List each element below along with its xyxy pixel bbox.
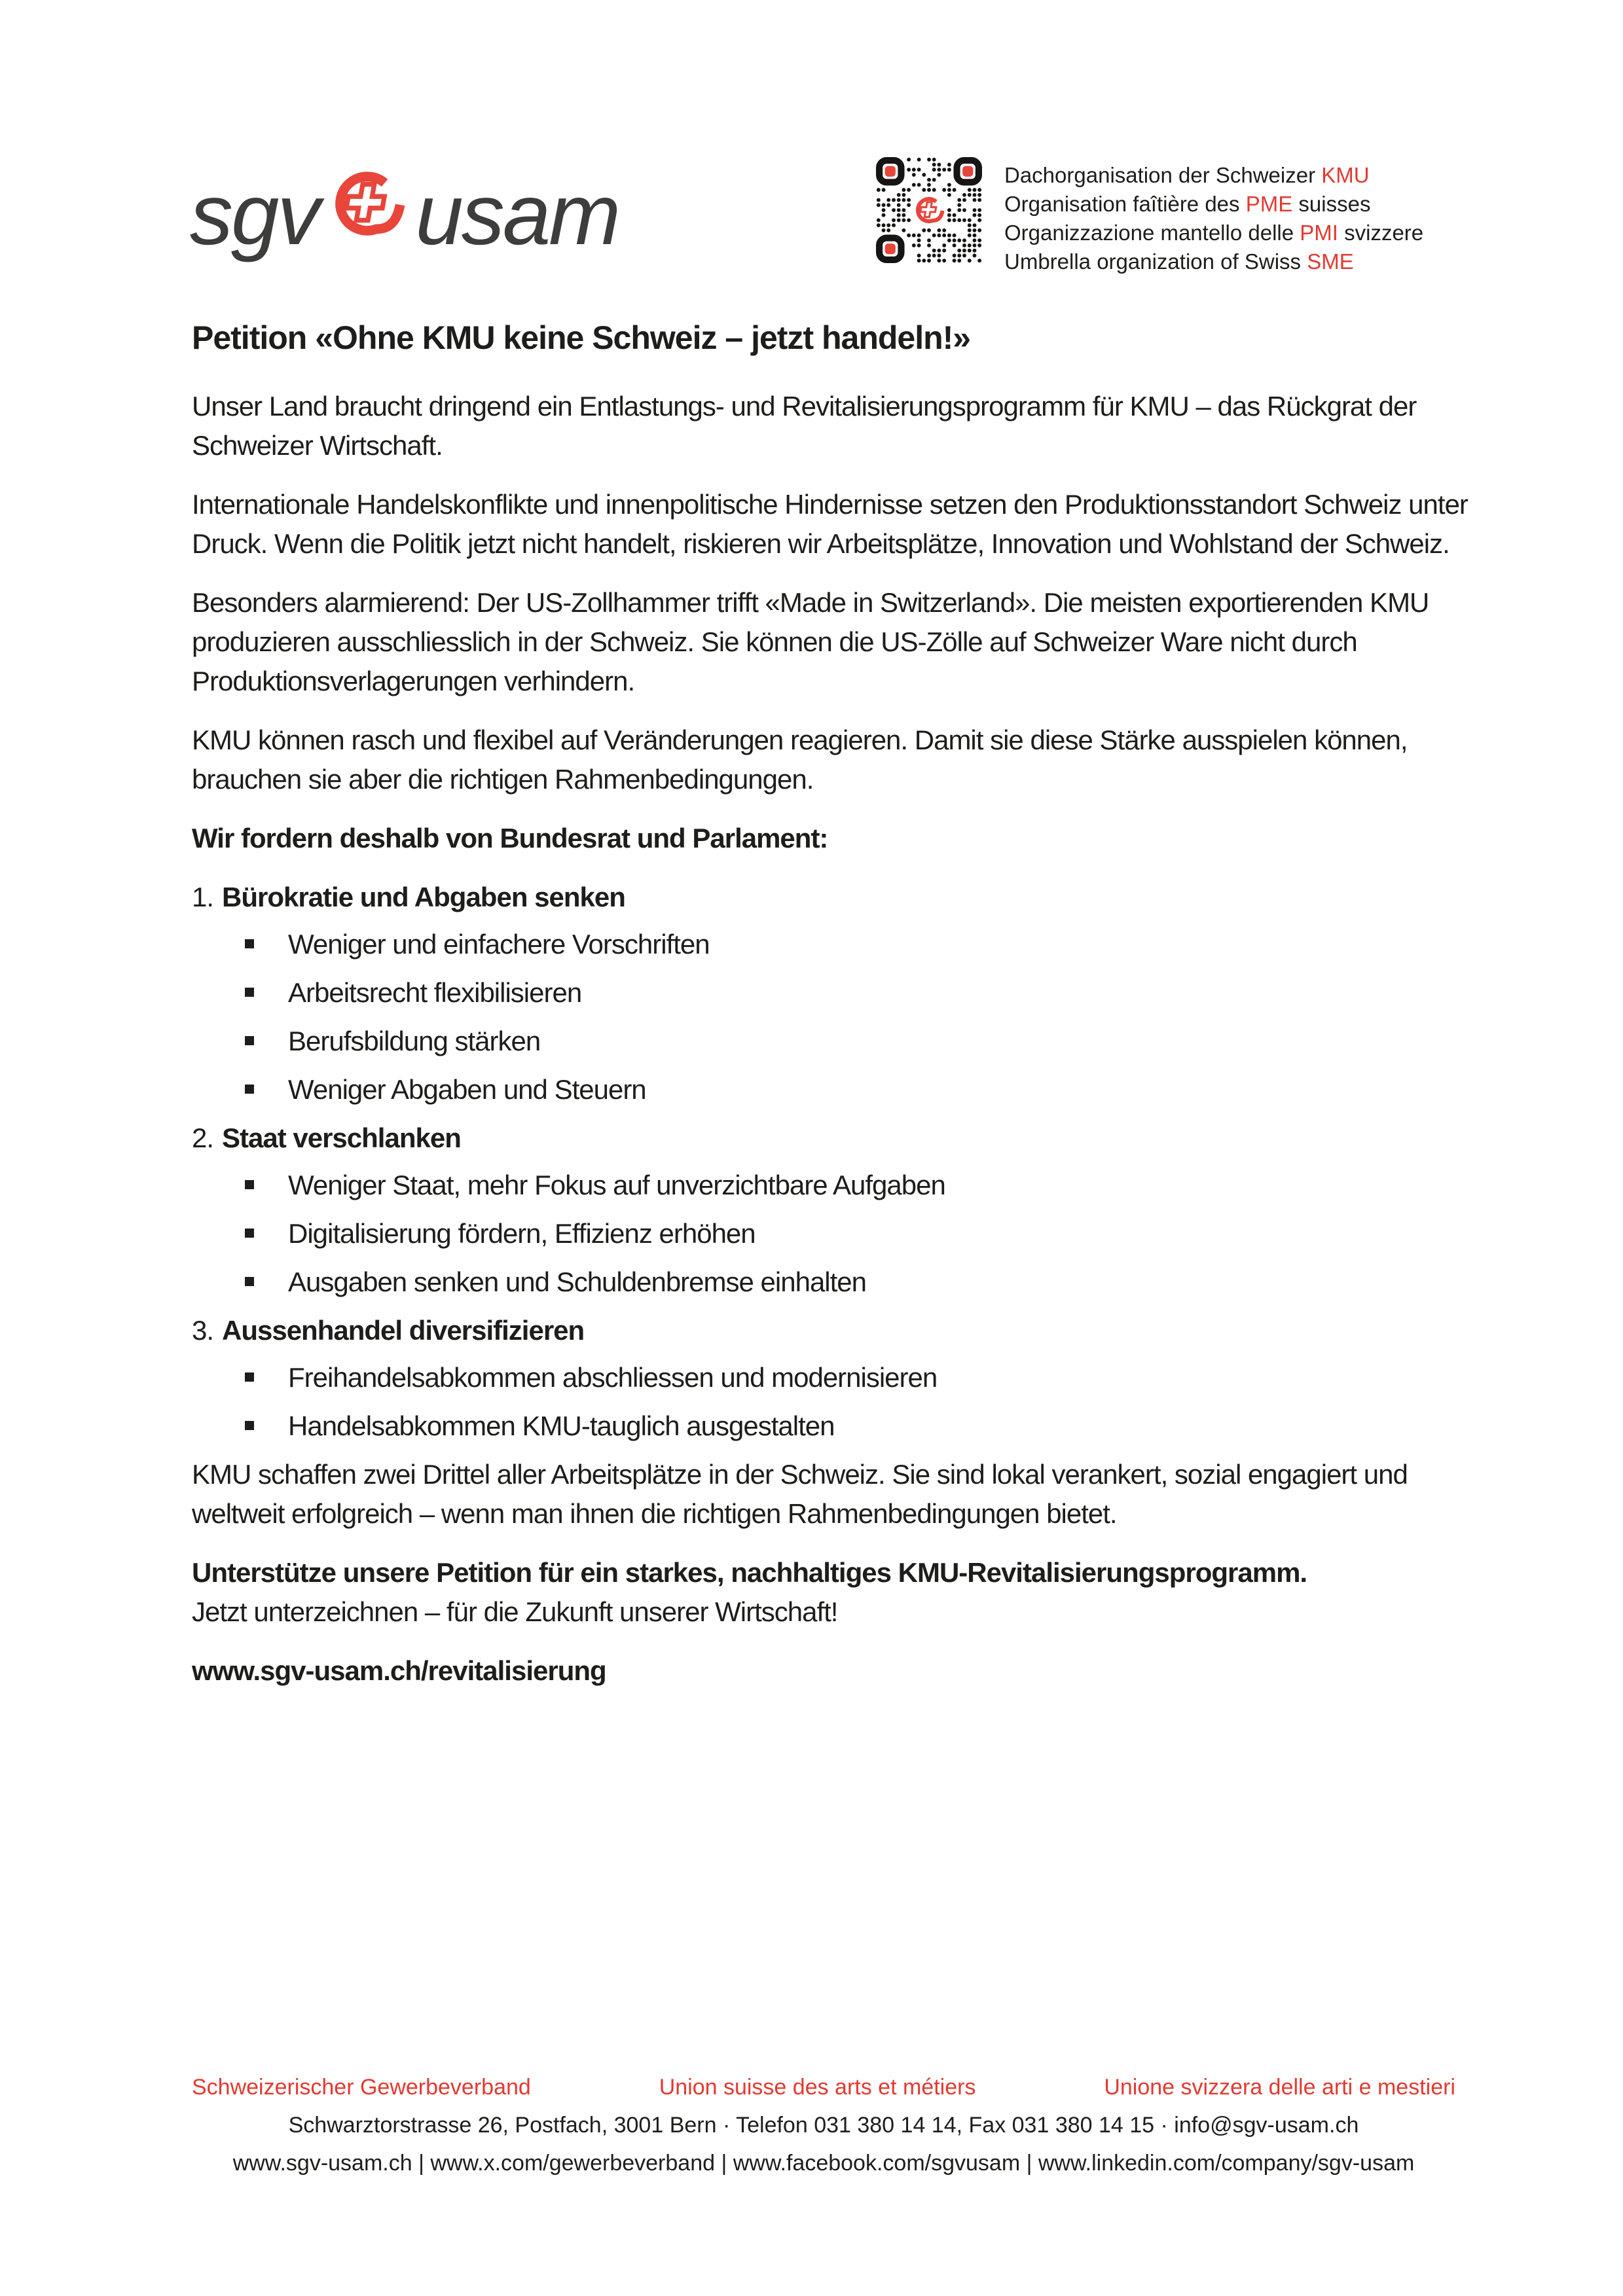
cta-bold-line: Unterstütze unsere Petition für ein starkes, nachhaltiges KMU-Revitalisierungsprogramm. [192,1557,1307,1588]
footer-org-it: Unione svizzera delle arti e mestieri [1104,2075,1455,2100]
footer-org-names [192,2076,1455,2098]
org-tagline-line-en: Umbrella organization of Swiss SME [1004,249,1354,274]
org-tagline-line-de: Dachorganisation der Schweizer KMU [1004,163,1370,187]
petition-url-link[interactable]: www.sgv-usam.ch/revitalisierung [192,1655,606,1686]
footer-org-fr: Union suisse des arts et métiers [659,2075,976,2100]
demand-item-1 [192,878,1468,1109]
footer-links: www.sgv-usam.ch | www.x.com/gewerbeverband | www.facebook.com/sgvusam | www.linkedin.com/company/sgv-usam [232,2151,1415,2176]
footer [192,2076,1455,2190]
demands-heading: Wir fordern deshalb von Bundesrat und Parlament: [192,823,828,853]
closing-paragraph: KMU schaffen zwei Drittel aller Arbeitsplätze in der Schweiz. Sie sind lokal verankert, sozial engagiert und weltweit erfolgreich – wenn man ihnen die richtigen Rahmenbedingungen bietet. [192,1459,1408,1529]
demand-title-line [192,878,1468,917]
intro-paragraph: Unser Land braucht dringend ein Entlastungs- und Revitalisierungsprogramm für KMU – das Rückgrat der Schweizer Wirtschaft. [192,391,1417,461]
demand-title-line [192,1119,1468,1158]
org-tagline-line-fr: Organisation faîtière des PME suisses [1004,192,1371,216]
flexibility-paragraph: KMU können rasch und flexibel auf Veränderungen reagieren. Damit sie diese Stärke ausspielen können, brauchen sie aber die richtigen Rahmenbedingungen. [192,725,1408,795]
bullet-item: Handelsabkommen KMU-tauglich ausgestalten [192,1407,1468,1446]
bullet-item: Freihandelsabkommen abschliessen und modernisieren [192,1358,1468,1397]
demand-item-3 [192,1311,1468,1446]
demand-title-line [192,1311,1468,1350]
logo-text-usam: usam [415,166,619,262]
bullet-item: Arbeitsrecht flexibilisieren [192,973,1468,1013]
demand-title: Aussenhandel diversifizieren [222,1315,585,1346]
bullet-item: Berufsbildung stärken [192,1022,1468,1061]
org-acronym-kmu: KMU [1321,163,1370,187]
org-acronym-sme: SME [1307,249,1354,274]
org-tagline-line-it: Organizzazione mantello delle PMI svizzere [1004,221,1424,245]
demand-number: 1. [192,882,214,912]
demand-bullet-list [192,925,1468,1109]
demand-number: 2. [192,1122,214,1153]
us-tariff-paragraph: Besonders alarmierend: Der US-Zollhammer trifft «Made in Switzerland». Die meisten exportierenden KMU produzieren ausschliesslich in der Schweiz. Sie können die US-Zölle auf Schweizer Ware nicht durch Produktionsverlagerungen verhindern. [192,587,1429,696]
swiss-cross-ring-icon [329,165,406,242]
footer-address: Schwarztorstrasse 26, Postfach, 3001 Bern · Telefon 031 380 14 14, Fax 031 380 14 15 · info@sgv-usam.ch [288,2113,1359,2138]
document-body [192,319,1468,1710]
trade-conflict-paragraph: Internationale Handelskonflikte und innenpolitische Hindernisse setzen den Produktionsstandort Schweiz unter Druck. Wenn die Politik jetzt nicht handelt, riskieren wir Arbeitsplätze, Innovation und Wohlstand der Schweiz. [192,489,1468,559]
qr-code-icon [876,157,982,263]
bullet-item: Weniger und einfachere Vorschriften [192,925,1468,964]
org-acronym-pme: PME [1245,192,1293,216]
bullet-item: Digitalisierung fördern, Effizienz erhöhen [192,1214,1468,1253]
org-acronym-pmi: PMI [1300,221,1338,245]
qr-code [876,157,982,263]
demand-title: Bürokratie und Abgaben senken [222,882,625,912]
bullet-item: Weniger Abgaben und Steuern [192,1070,1468,1109]
demand-item-2 [192,1119,1468,1302]
footer-org-de: Schweizerischer Gewerbeverband [192,2075,531,2100]
cta-second-line: Jetzt unterzeichnen – für die Zukunft unserer Wirtschaft! [192,1596,838,1627]
org-tagline [1004,161,1423,276]
bullet-item: Ausgaben senken und Schuldenbremse einhalten [192,1263,1468,1302]
demand-title: Staat verschlanken [222,1122,461,1153]
demand-bullet-list [192,1166,1468,1302]
page-title: Petition «Ohne KMU keine Schweiz – jetzt handeln!» [192,319,971,356]
demand-bullet-list [192,1358,1468,1446]
demand-number: 3. [192,1315,214,1346]
bullet-item: Weniger Staat, mehr Fokus auf unverzichtbare Aufgaben [192,1166,1468,1205]
sgv-usam-logo [190,164,619,262]
cta-paragraph [192,1553,1468,1632]
logo-text-sgv: sgv [190,166,319,262]
